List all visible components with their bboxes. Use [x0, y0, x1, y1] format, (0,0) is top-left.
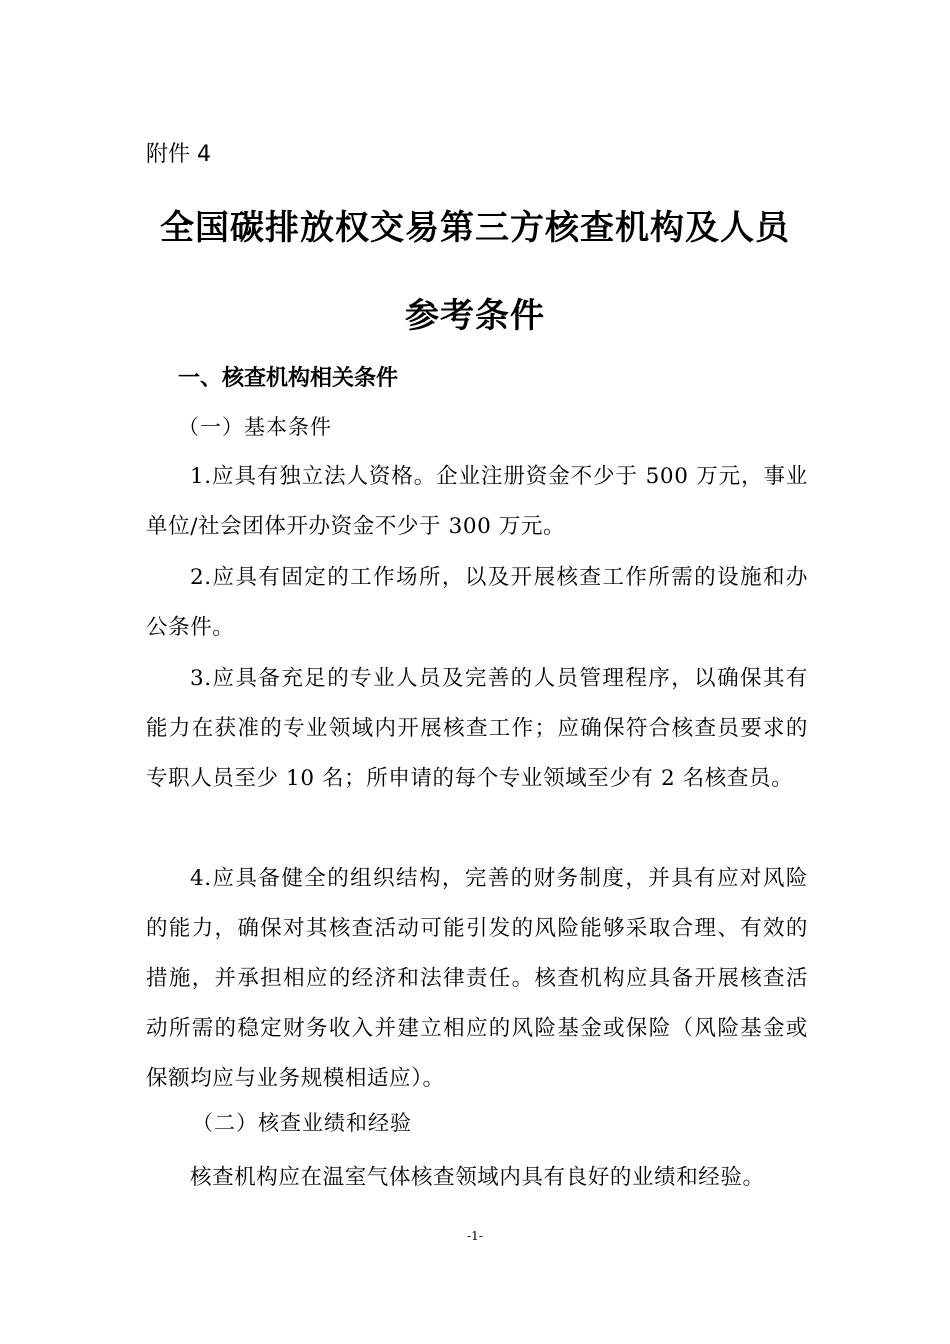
page-number: -1- — [467, 1229, 483, 1243]
attachment-label: 附件 4 — [146, 142, 211, 167]
document-title-line-2: 参考条件 — [405, 296, 545, 336]
paragraph-experience: 核查机构应在温室气体核查领域内具有良好的业绩和经验。 — [190, 1165, 765, 1190]
subsection-heading-performance-experience: （二）核查业绩和经验 — [192, 1111, 412, 1135]
paragraph-personnel: 3.应具备充足的专业人员及完善的人员管理程序，以确保其有能力在获准的专业领域内开展核查工作；应确保符合核查员要求的专职人员至少 10 名；所申请的每个专业领域至少有 2 名核查员。 — [146, 666, 808, 791]
paragraph-legal-person: 1.应具有独立法人资格。企业注册资金不少于 500 万元，事业单位/社会团体开办资金不少于 300 万元。 — [146, 464, 808, 539]
section-heading-verification-body-conditions: 一、核查机构相关条件 — [178, 366, 399, 391]
paragraph-workplace: 2.应具有固定的工作场所，以及开展核查工作所需的设施和办公条件。 — [146, 565, 808, 640]
paragraph-organization-risk: 4.应具备健全的组织结构，完善的财务制度，并具有应对风险的能力，确保对其核查活动可能引发的风险能够采取合理、有效的措施，并承担相应的经济和法律责任。核查机构应具备开展核查活动所需的稳定财务收入并建立相应的风险基金或保险（风险基金或保额均应与业务规模相适应）。 — [146, 866, 808, 1091]
subsection-heading-basic-conditions: （一）基本条件 — [178, 415, 332, 439]
document-title-line-1: 全国碳排放权交易第三方核查机构及人员 — [160, 208, 790, 248]
